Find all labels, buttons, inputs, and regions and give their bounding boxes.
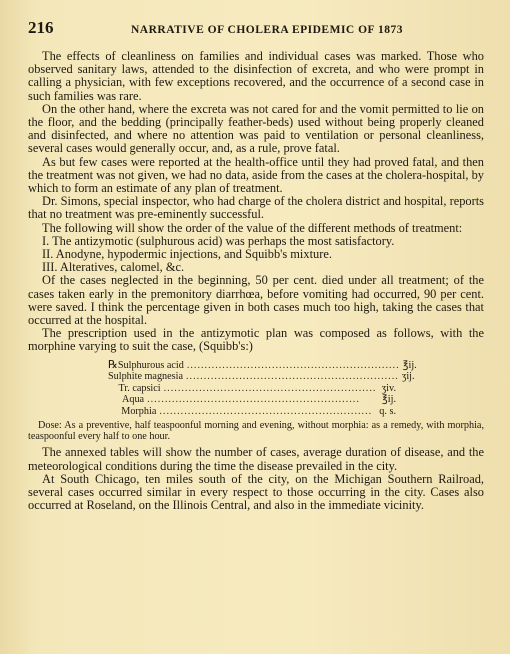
recipe-symbol: ℞ <box>108 358 118 371</box>
ingredient-amount: ℥ij. <box>381 394 396 406</box>
paragraph: As but few cases were reported at the health-office until they had proved fatal, and then the treatment was not given, we had no data, aside from the cases at the cholera-hospital, by which to form an estimate of any plan of treatment. <box>28 154 484 196</box>
paragraph: The prescription used in the antizymotic plan was composed as follows, with the morphine varying to suit the case, (Squibb's:) <box>28 326 484 354</box>
page-header <box>28 18 484 44</box>
prescription-row <box>108 394 396 406</box>
page-body-continued <box>28 446 484 512</box>
ingredient-name: Sulphurous acid <box>117 359 184 371</box>
prescription-row <box>108 358 417 372</box>
leader-dots: ............................................................ <box>147 394 360 406</box>
prescription-row <box>108 383 396 395</box>
ingredient-name: Aqua <box>122 394 145 406</box>
ingredient-amount: ʒij. <box>401 371 415 383</box>
leader-dots: ............................................................ <box>159 406 373 418</box>
dose-note: Dose: As a preventive, half teaspoonful morning and evening, without morphia: as a remedy, with morphia, teaspoonful every half to one hour. <box>28 419 484 443</box>
running-head: NARRATIVE OF CHOLERA EPIDEMIC OF 1873 <box>130 24 404 36</box>
ingredient-amount: q. s. <box>379 406 396 418</box>
treatment-list-item: III. Alteratives, calomel, &c. <box>42 260 185 275</box>
paragraph: Of the cases neglected in the beginning, 50 per cent. died under all treatment; of the cases taken early in the premonitory diarrhœa, before vomiting had occurred, 90 per cent. were saved. I think the percentage given in both cases much too high, taking the cases that occurred at the hospital. <box>28 273 484 328</box>
paragraph: The following will show the order of the value of the different methods of treatment: <box>42 220 463 235</box>
prescription-block <box>108 358 417 418</box>
ingredient-name: Morphia <box>121 406 157 418</box>
leader-dots: ............................................................ <box>163 382 377 394</box>
ingredient-name: Tr. capsici <box>118 382 161 394</box>
paragraph: Dr. Simons, special inspector, who had charge of the cholera district and hospital, reports that no treatment was pre-eminently successful. <box>28 194 484 222</box>
paragraph: At South Chicago, ten miles south of the city, on the Michigan Southern Railroad, several cases occurred similar in every respect to those occurring in the city. Cases also occurred at Roseland, on the Illinois Central, and also in the immediate vicinity. <box>28 471 484 513</box>
leader-dots: ............................................................ <box>185 371 399 383</box>
page-body <box>28 50 484 354</box>
ingredient-amount: ℥ij. <box>402 359 417 371</box>
ingredient-amount: ʒiv. <box>381 382 396 394</box>
leader-dots: ............................................................ <box>186 359 400 371</box>
treatment-list-item: II. Anodyne, hypodermic injections, and Squibb's mixture. <box>42 247 332 262</box>
prescription-row <box>108 406 396 418</box>
paragraph: The effects of cleanliness on families and individual cases was marked. Those who observed sanitary laws, attended to the disinfection of excreta, and who were prompt in calling a physician, with few exceptions recovered, and the occurrence of a second case in such families was rare. <box>28 49 484 103</box>
page-number: 216 <box>28 18 54 37</box>
treatment-list-item: I. The antizymotic (sulphurous acid) was perhaps the most satisfactory. <box>42 233 395 248</box>
prescription-row <box>108 371 415 383</box>
ingredient-name: Sulphite magnesia <box>108 371 183 383</box>
paragraph: On the other hand, where the excreta was not cared for and the vomit permitted to lie on the floor, and the bedding (principally feather-beds) used without being properly cleaned and disinfected, and where no attention was paid to ventilation or personal cleanliness, several cases would generally occur, and, as a rule, prove fatal. <box>28 101 484 156</box>
paragraph: The annexed tables will show the number of cases, average duration of disease, and the meteorological conditions during the time the disease prevailed in the city. <box>28 445 484 473</box>
